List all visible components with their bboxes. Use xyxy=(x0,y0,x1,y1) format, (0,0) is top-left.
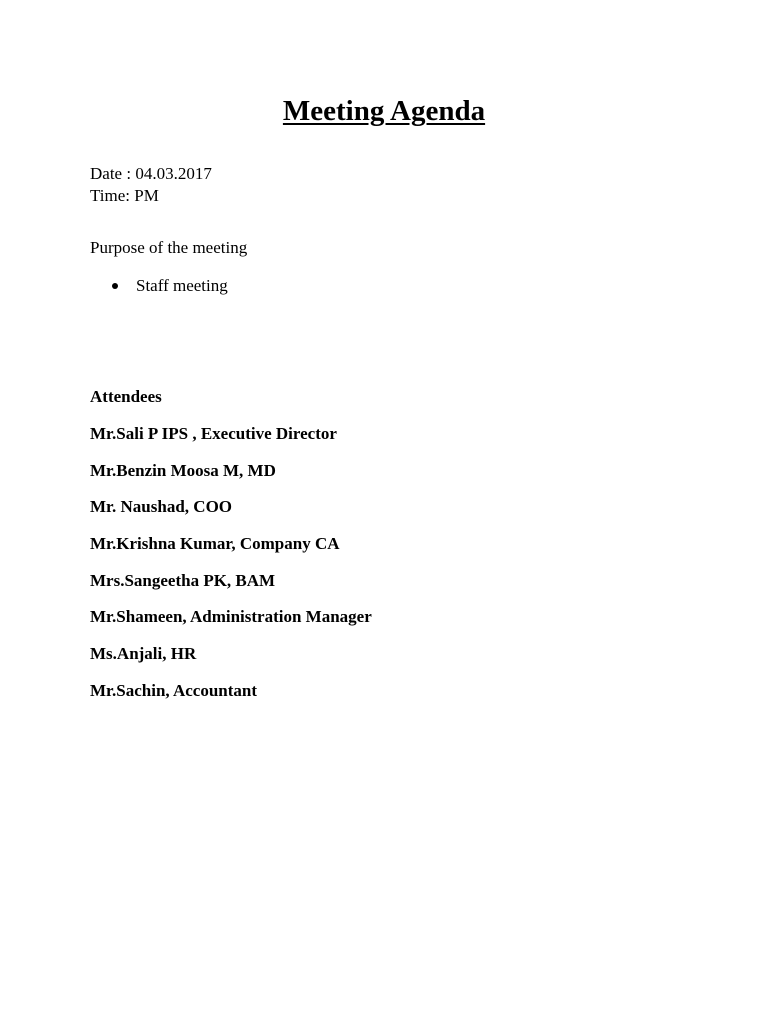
attendee-item: Mr.Sachin, Accountant xyxy=(90,680,258,700)
purpose-item-text: Staff meeting xyxy=(136,276,228,295)
attendee-item: Mrs.Sangeetha PK, BAM xyxy=(90,570,276,590)
purpose-list-item xyxy=(112,275,228,297)
attendee-item: Ms.Anjali, HR xyxy=(90,644,197,664)
attendees-list xyxy=(90,423,372,717)
attendee-item: Mr.Sali P IPS , Executive Director xyxy=(90,424,337,443)
attendee-item: Mr. Naushad, COO xyxy=(90,497,233,517)
purpose-heading: Purpose of the meeting xyxy=(90,238,248,257)
attendees-heading: Attendees xyxy=(90,387,162,406)
attendee-item: Mr.Benzin Moosa M, MD xyxy=(90,460,276,480)
attendee-item: Mr.Krishna Kumar, Company CA xyxy=(90,534,340,554)
document-title: Meeting Agenda xyxy=(282,95,486,127)
bullet-icon xyxy=(112,283,118,289)
meeting-date: Date : 04.03.2017 xyxy=(90,164,212,183)
attendee-item: Mr.Shameen, Administration Manager xyxy=(90,607,372,627)
meeting-time: Time: PM xyxy=(90,186,159,205)
